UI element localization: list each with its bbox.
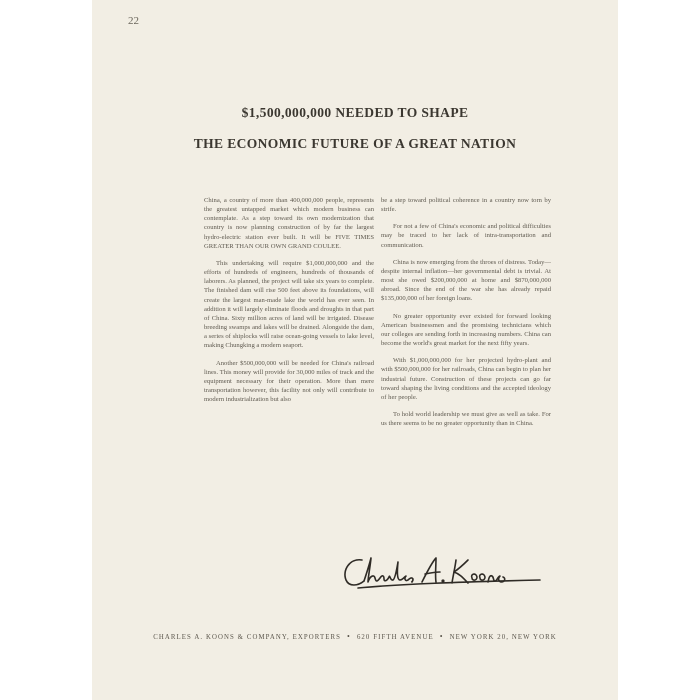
paragraph: With $1,000,000,000 for her projected hydro-plant and with $500,000,000 for her railroads, China can begin to plan her industrial future. Construction of these projects can go far toward shaping the living conditions and the accepted ideology of her people. (381, 357, 551, 401)
headline-line-1: $1,500,000,000 NEEDED TO SHAPE (241, 105, 469, 120)
footer-address-line (92, 632, 618, 641)
paragraph: To hold world leadership we must give as well as take. For us there seems to be no greater opportunity than in China. (381, 410, 551, 428)
paragraph: This undertaking will require $1,000,000,000 and the efforts of hundreds of engineers, hundreds of thousands of laborers. As planned, the project will take six years to complete. The finished dam will rise 500 feet above its foundations, will create the largest man-made lake the world has ever seen. In addition it will largely eliminate floods and droughts in that part of China. Sixty million acres of land will be irrigated. Disease breeding swamps and lakes will be drained. Alongside the dam, a series of shiplocks will raise ocean-going vessels to lake level, making Chungking a modern seaport. (204, 259, 374, 350)
footer-separator: • (439, 632, 444, 641)
magazine-page (92, 0, 618, 700)
paragraph: be a step toward political coherence in a country now torn by strife. (381, 197, 551, 214)
paragraph: Another $500,000,000 will be needed for China's railroad lines. This money will provide for 30,000 miles of track and the equipment necessary for their operation. More than mere transportation however, this facility not only will contribute to modern industrialization but also (204, 359, 374, 404)
page-number: 22 (128, 15, 139, 27)
signature-image (340, 548, 550, 598)
body-column-right (381, 196, 551, 436)
body-column-left (204, 196, 374, 412)
headline-line-2: THE ECONOMIC FUTURE OF A GREAT NATION (193, 136, 517, 151)
footer-address: 620 FIFTH AVENUE (356, 634, 434, 641)
footer-city: NEW YORK 20, NEW YORK (449, 634, 557, 641)
paragraph: China is now emerging from the throes of distress. Today—despite internal inflation—her governmental debt is trivial. At most she owed $200,000,000 at home and $870,000,000 abroad. Since the end of the war she has already repaid $135,000,000 of her foreign loans. (381, 258, 551, 303)
footer-separator: • (347, 632, 351, 641)
paragraph: China, a country of more than 400,000,000 people, represents the greatest untapped market which modern business can contemplate. As a step toward its own modernization that country is now planning construction of by far the largest hydro-electric station ever built. It will be FIVE TIMES GREATER THAN OUR OWN GRAND COULEE. (204, 197, 374, 250)
paragraph: For not a few of China's economic and political difficulties may be traced to her lack of intra-transportation and communication. (381, 223, 551, 249)
paragraph: No greater opportunity ever existed for forward looking American businessmen and the promising technicians which our colleges are sending forth in increasing numbers. China can become the world's great market for the next fifty years. (381, 312, 551, 348)
footer-company: CHARLES A. KOONS & COMPANY, EXPORTERS (153, 634, 342, 641)
